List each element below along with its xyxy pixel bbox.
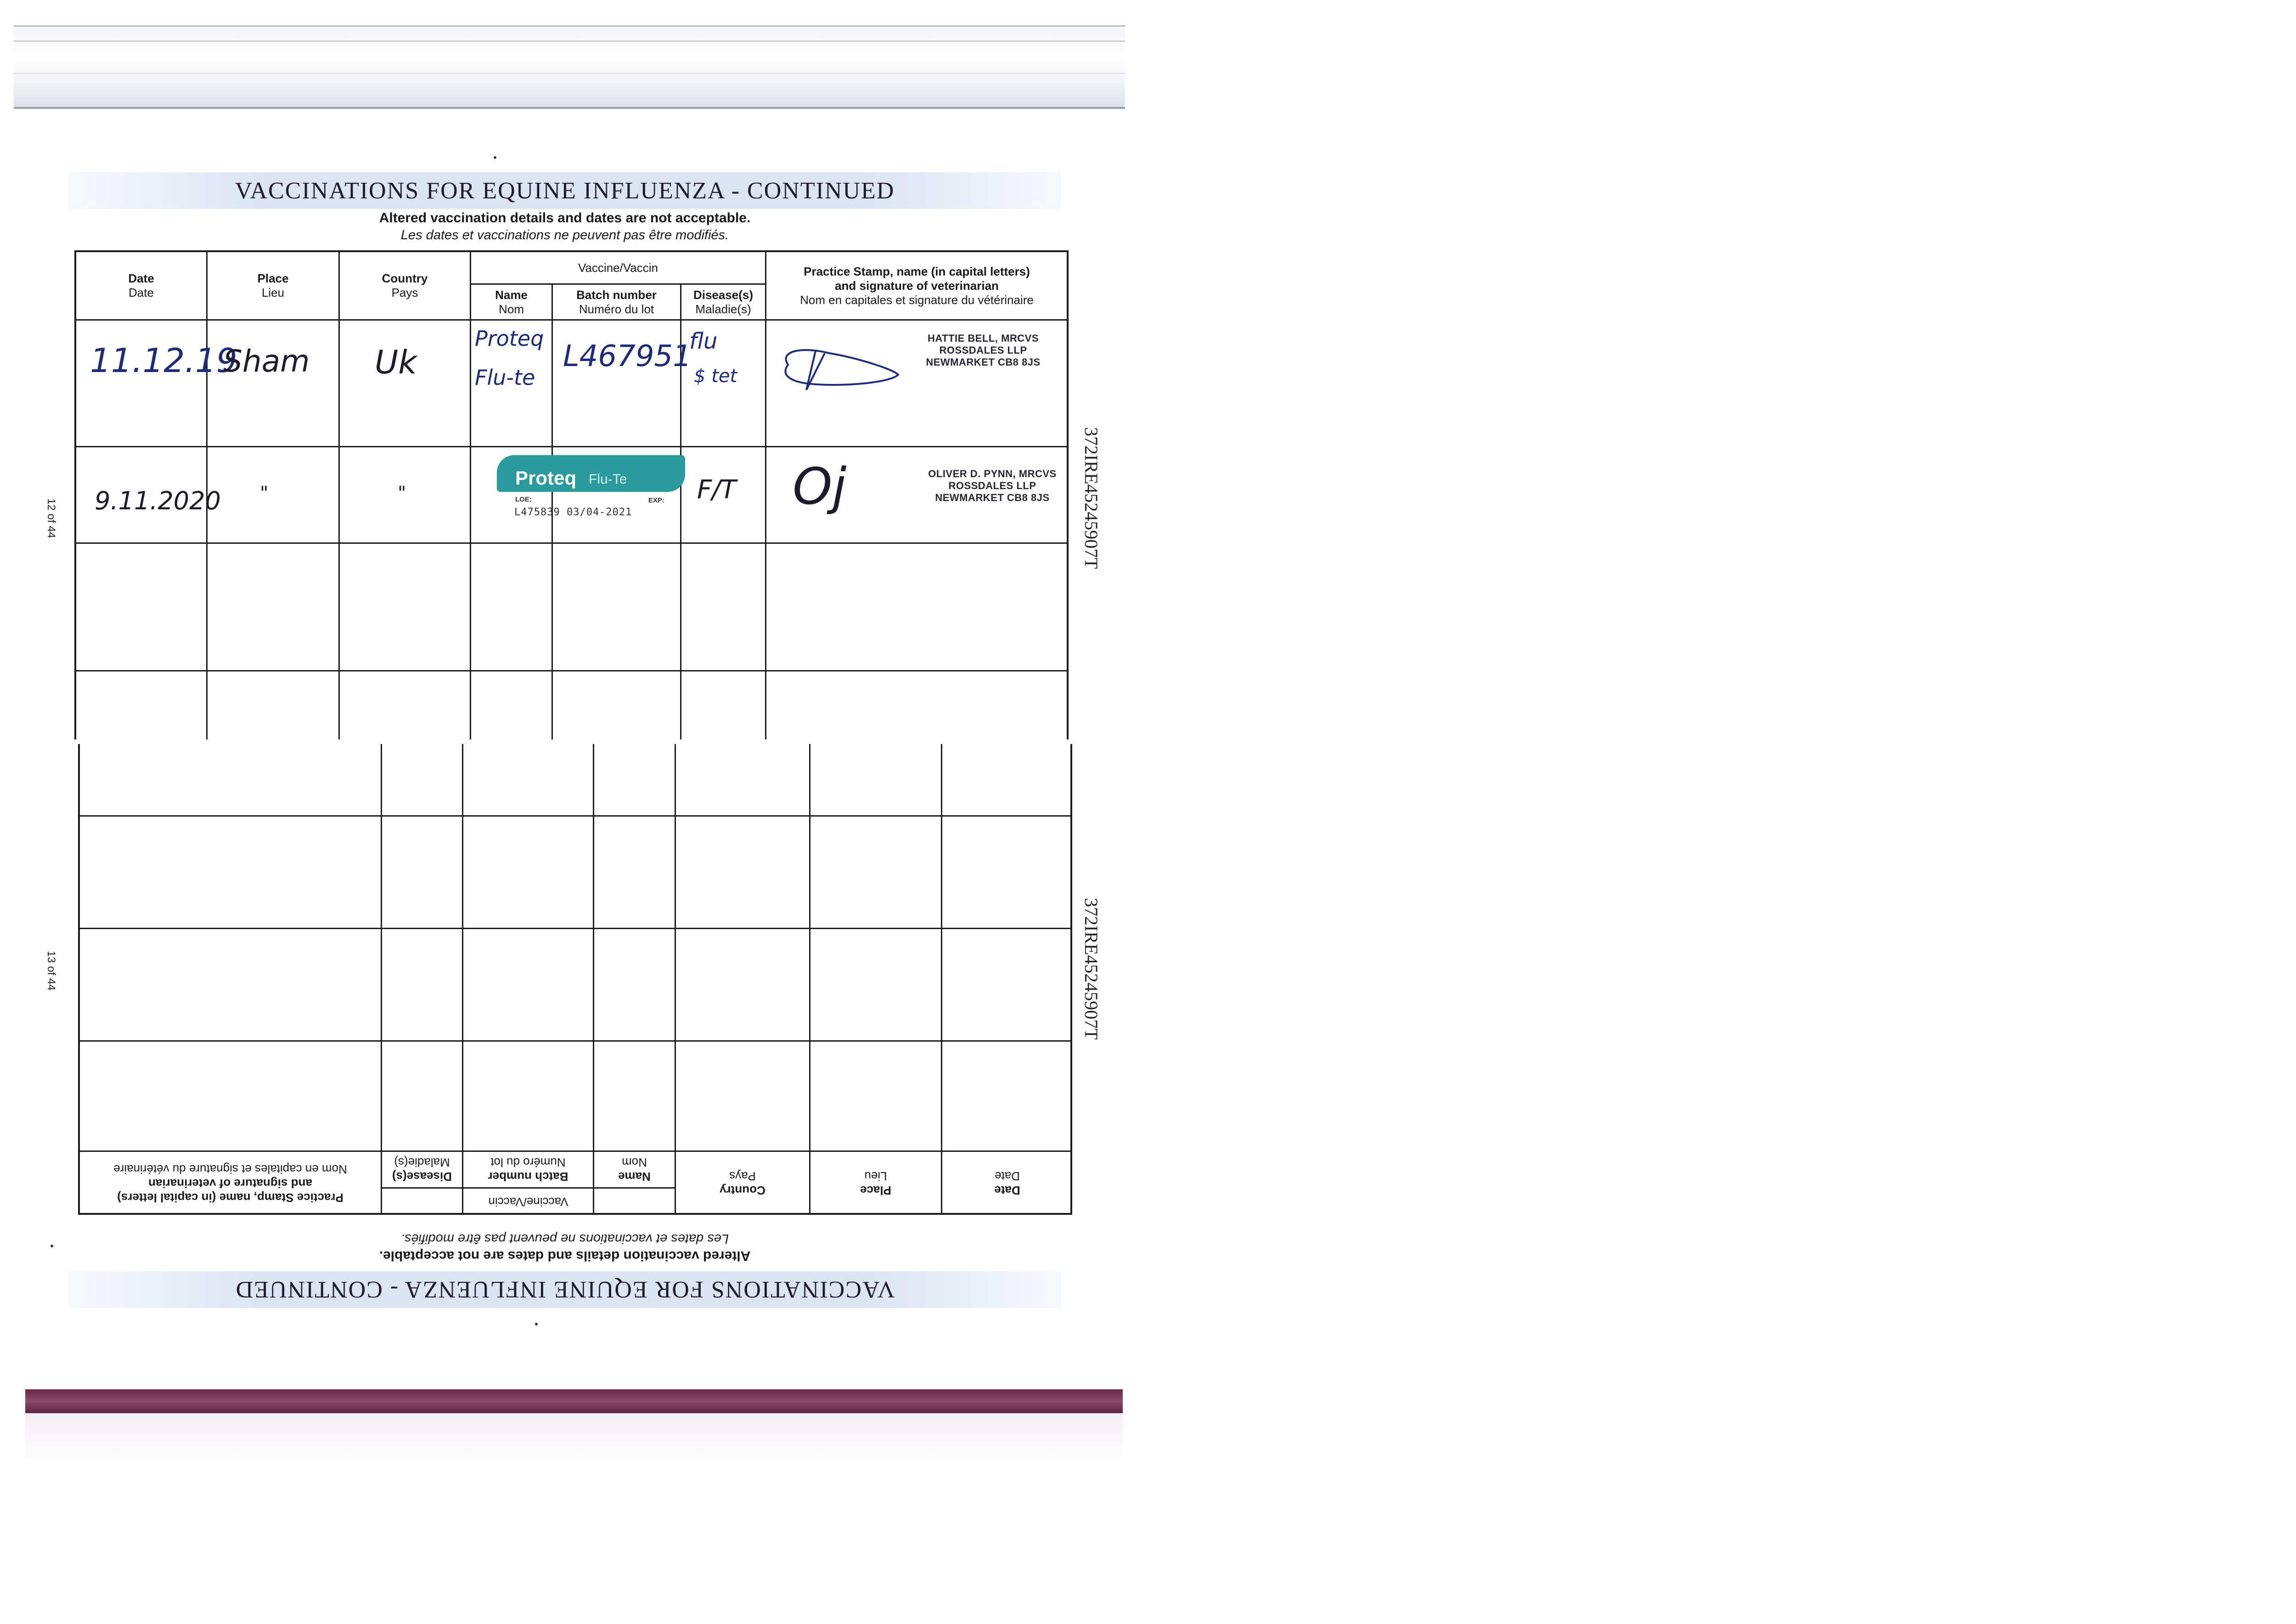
- lower-passport-number: 372IRE45245907T: [1081, 898, 1102, 1040]
- lower-header-batch-number: Batch number Numéro du lot: [488, 1156, 568, 1184]
- lower-header-place: Place Lieu: [860, 1169, 891, 1198]
- sticker-product: Flu-Te: [589, 472, 627, 487]
- header-practice-stamp: Practice Stamp, name (in capital letters) and signature of veterinarian Nom en capitales et signature du vétérinaire: [800, 264, 1034, 307]
- sticker-brand: Proteq: [515, 467, 577, 489]
- header-diseases: Disease(s) Maladie(s): [693, 288, 754, 316]
- entry1-vaccine-name-line2: Flu-te: [475, 365, 535, 390]
- entry1-practice-stamp: HATTIE BELL, MRCVS ROSSDALES LLP NEWMARKET CB8 8JS: [926, 333, 1041, 368]
- header-place: Place Lieu: [257, 271, 289, 299]
- header-date: Date Date: [128, 271, 154, 299]
- entry2-country: ": [398, 483, 406, 504]
- upper-notice-fr: Les dates et vaccinations ne peuvent pas être modifiés.: [400, 228, 729, 242]
- lower-page-title: VACCINATIONS FOR EQUINE INFLUENZA - CONTINUED: [235, 1276, 895, 1303]
- lower-page-number: 13 of 44: [45, 951, 57, 991]
- entry1-date: 11.12.19: [90, 341, 237, 380]
- lower-header-vaccine-name: Name Nom: [618, 1156, 651, 1184]
- vaccination-table-page-13: [78, 744, 1072, 1215]
- sticker-exp-label: EXP:: [648, 496, 665, 504]
- upper-title-band: [69, 172, 1061, 209]
- next-page-surface: [25, 1413, 1123, 1588]
- next-page-edge: [25, 1389, 1123, 1413]
- lower-notice-en: Altered vaccination details and dates are not acceptable.: [379, 1248, 751, 1263]
- passport-scan-sheet: [0, 0, 1130, 1624]
- sticker-batch-code: L475839 03/04-2021: [514, 507, 632, 518]
- entry1-country: Uk: [375, 344, 417, 381]
- entry1-disease-line1: flu: [689, 328, 718, 354]
- header-country: Country Pays: [382, 271, 428, 299]
- entry2-vaccine-sticker: [497, 452, 690, 526]
- entry2-practice-stamp: OLIVER D. PYNN, MRCVS ROSSDALES LLP NEWMARKET CB8 8JS: [928, 468, 1057, 503]
- entry2-disease: F/T: [697, 475, 737, 505]
- lower-header-date: Date Date: [994, 1169, 1020, 1198]
- header-vaccine-name: Name Nom: [495, 288, 528, 316]
- previous-page-edge: [14, 25, 1125, 109]
- lower-notice-fr: Les dates et vaccinations ne peuvent pas être modifiés.: [400, 1231, 729, 1246]
- header-batch-number: Batch number Numéro du lot: [576, 288, 657, 316]
- lower-title-band: [69, 1271, 1061, 1308]
- sticker-lot-label: LOE:: [515, 496, 532, 503]
- entry1-disease-line2: $ tet: [694, 366, 737, 387]
- entry1-place: Sham: [223, 344, 310, 379]
- entry1-vaccine-name-line1: Proteq: [475, 326, 544, 351]
- entry2-date: 9.11.2020: [95, 486, 221, 515]
- header-vaccine: Vaccine/Vaccin: [578, 260, 658, 275]
- entry2-place: ": [260, 483, 269, 504]
- upper-page-title: VACCINATIONS FOR EQUINE INFLUENZA - CONTINUED: [235, 177, 895, 204]
- entry1-signature-icon: [774, 333, 907, 401]
- lower-notice: [0, 1231, 1130, 1263]
- entry1-batch-number: L467951: [563, 339, 692, 373]
- lower-header-vaccine: Vaccine/Vaccin: [488, 1195, 568, 1209]
- lower-header-practice-stamp: Practice Stamp, name (in capital letters) and signature of veterinarian Nom en capitales et signature du vétérinaire: [113, 1162, 347, 1205]
- lower-header-country: Country Pays: [720, 1169, 765, 1198]
- upper-notice: [0, 210, 1130, 243]
- upper-page-number: 12 of 44: [45, 498, 57, 538]
- upper-notice-en: Altered vaccination details and dates are not acceptable.: [379, 210, 751, 226]
- entry2-signature: Oj: [793, 457, 847, 516]
- upper-passport-number: 372IRE45245907T: [1081, 427, 1102, 569]
- lower-header-diseases: Disease(s) Maladie(s): [392, 1156, 452, 1184]
